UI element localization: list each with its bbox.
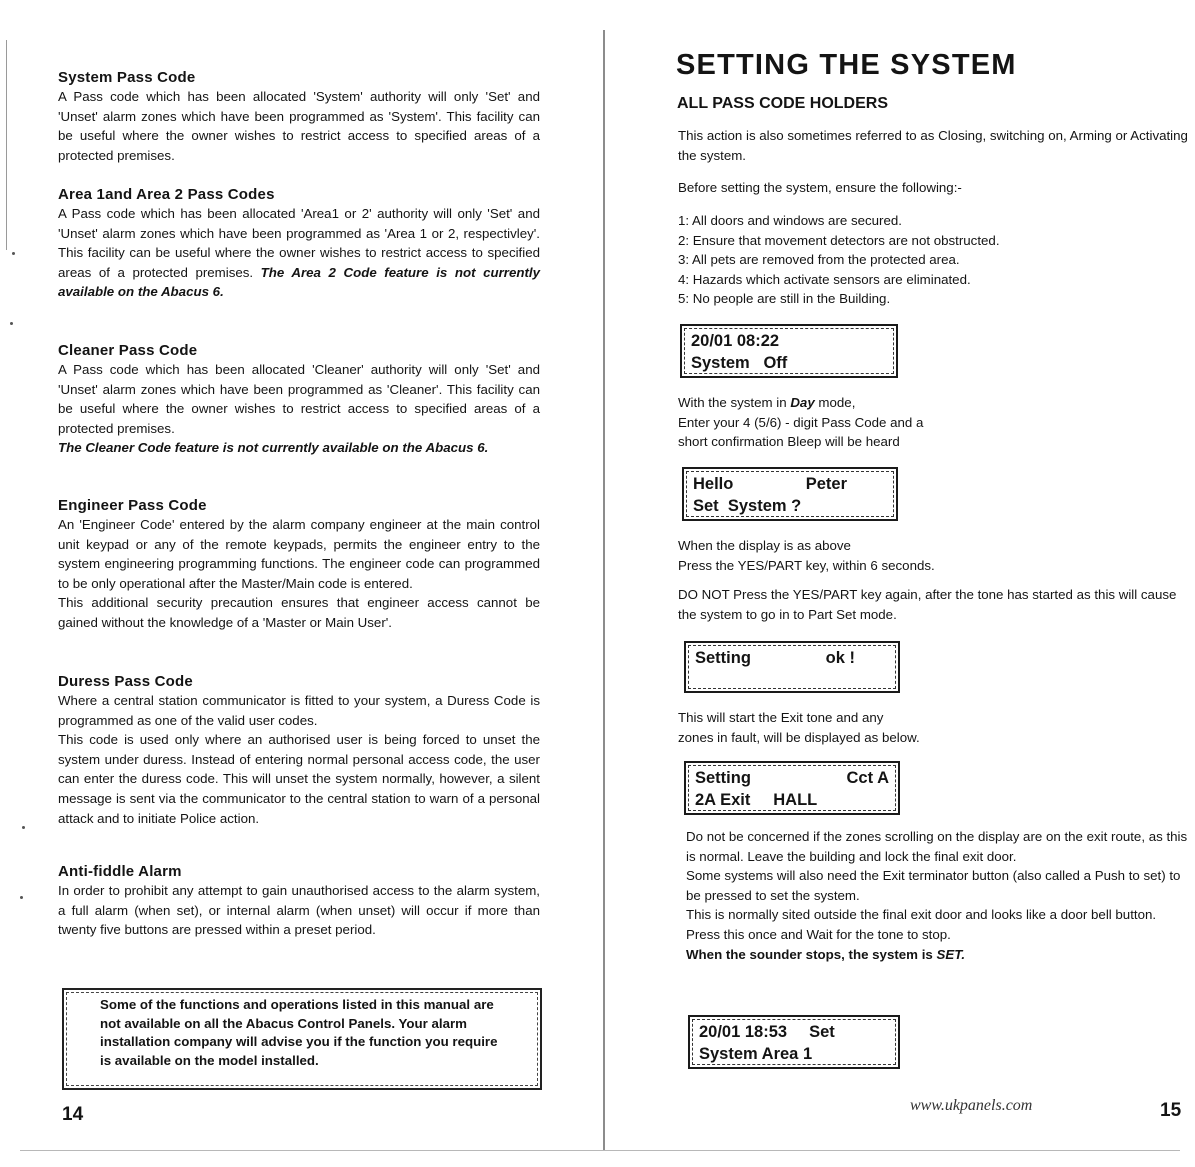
- section-body: A Pass code which has been allocated 'System' authority will only 'Set' and 'Unset' alarm zones which have been programmed as 'System'. This facility can be useful where the owner wishes to restrict access to specified areas of a protected premises.: [58, 89, 540, 163]
- section-heading: Area 1and Area 2 Pass Codes: [58, 186, 275, 203]
- lcd-line: [695, 767, 889, 789]
- exit-tone-line: zones in fault, will be displayed as below.: [678, 729, 920, 745]
- lcd-text: Setting: [695, 649, 751, 667]
- checklist-item: 1: All doors and windows are secured.: [678, 213, 902, 228]
- lcd-line: Set System ?: [693, 497, 802, 515]
- press-text: Press this once and Wait for the tone to stop.: [686, 926, 951, 942]
- lcd-text: Setting: [695, 769, 751, 787]
- lcd-display-setting-ok: [684, 641, 900, 693]
- day-mode-line: Enter your 4 (5/6) - digit Pass Code and a: [678, 414, 924, 430]
- section-body: An 'Engineer Code' entered by the alarm company engineer at the main control unit keypad or any of the remote keypads, permits the engineer entry to the system engineering programming functions. The engineer code can programmed to be only operational after the Master/Main code is entered.: [58, 517, 540, 591]
- lcd-line: [695, 647, 889, 669]
- display-line: When the display is as above: [678, 538, 851, 553]
- lcd-display-off: [680, 324, 898, 378]
- page-number: 15: [1160, 1100, 1182, 1121]
- lcd-line: System Off: [691, 354, 788, 372]
- cleaner-pass-code-section: [58, 342, 540, 458]
- page-subtitle: ALL PASS CODE HOLDERS: [677, 95, 888, 112]
- lcd-line: 20/01 08:22: [691, 332, 780, 350]
- lcd-text: Set: [809, 1023, 835, 1041]
- set-keyword: SET.: [936, 946, 966, 962]
- area-pass-codes-section: [58, 186, 540, 302]
- day-mode-line: short confirmation Bleep will be heard: [678, 434, 900, 450]
- checklist-item: 3: All pets are removed from the protected area.: [678, 252, 960, 268]
- section-heading: Duress Pass Code: [58, 673, 193, 690]
- exit-tone-paragraph: [678, 708, 1190, 747]
- engineer-pass-code-section: [58, 497, 540, 633]
- before-paragraph: [678, 178, 1190, 198]
- exit-instructions: [686, 827, 1191, 964]
- text-run: With the system in: [678, 395, 791, 410]
- intro-text: This action is also sometimes referred to as Closing, switching on, Arming or Activating the system.: [678, 128, 1188, 163]
- availability-note: The Cleaner Code feature is not currently available on the Abacus 6.: [58, 440, 489, 456]
- lcd-display-exit-zone: [684, 761, 900, 815]
- checklist-item: 2: Ensure that movement detectors are not obstructed.: [678, 232, 1000, 248]
- lcd-text: Peter: [805, 475, 847, 493]
- section-body: Where a central station communicator is fitted to your system, a Duress Code is programmed as one of the valid user codes.: [58, 693, 540, 728]
- checklist-item: 5: No people are still in the Building.: [678, 291, 891, 307]
- display-paragraph: [678, 536, 1190, 575]
- before-text: Before setting the system, ensure the following:-: [678, 180, 962, 195]
- section-heading: Anti-fiddle Alarm: [58, 863, 182, 880]
- lcd-text: 20/01 18:53: [699, 1023, 788, 1041]
- sited-text: This is normally sited outside the final exit door and looks like a door bell button.: [686, 907, 1157, 923]
- display-line: Press the YES/PART key, within 6 seconds.: [678, 557, 935, 573]
- section-body-2: This additional security precaution ensures that engineer access cannot be gained without the knowledge of a 'Master or Main User'.: [58, 595, 540, 630]
- section-heading: Engineer Pass Code: [58, 497, 207, 514]
- warning-paragraph: [678, 585, 1190, 624]
- section-body-text: A Pass code which has been allocated 'Area1 or 2' authority will only 'Set' and 'Unset' alarm zones which have been programmed as 'Area 1 or 2, respectivley'. This facility can be useful where the owner wishes to restrict access to specified areas of a protected premises.: [58, 206, 540, 280]
- lcd-line: [699, 1021, 889, 1043]
- availability-note: The Area 2 Code feature is not currently available on the Abacus 6.: [58, 264, 540, 300]
- lcd-line: 2A Exit HALL: [695, 791, 818, 809]
- lcd-display-hello: [682, 467, 898, 521]
- terminator-text: Some systems will also need the Exit terminator button (also called a Push to set) to be pressed to set the system.: [686, 868, 1181, 903]
- checklist: [678, 211, 1190, 309]
- availability-notice-box: [62, 988, 542, 1090]
- section-body: [58, 204, 540, 302]
- section-body-2: This code is used only where an authorised user is being forced to unset the system under duress. Instead of entering normal personal access code, the user can enter the duress code. This will unset the system normally, however, a silent message is sent via the communicator to the central station to warn of a personal attack and to initiate Police action.: [58, 732, 540, 826]
- website-url: www.ukpanels.com: [910, 1097, 1033, 1114]
- day-mode-paragraph: [678, 393, 1190, 452]
- exit-tone-line: This will start the Exit tone and any: [678, 710, 884, 725]
- lcd-line: [693, 473, 887, 495]
- text-run: When the sounder stops, the system is: [686, 946, 937, 962]
- warning-text: DO NOT Press the YES/PART key again, after the tone has started as this will cause the system to go in to Part Set mode.: [678, 587, 1177, 622]
- intro-paragraph: [678, 126, 1190, 165]
- text-run: mode,: [814, 395, 856, 410]
- lcd-text: Cct A: [846, 769, 889, 787]
- anti-fiddle-section: [58, 863, 540, 940]
- checklist-item: 4: Hazards which activate sensors are eliminated.: [678, 271, 971, 287]
- section-body: In order to prohibit any attempt to gain unauthorised access to the alarm system, a full alarm (when set), or internal alarm (when unset) will occur if more than twenty five buttons are pressed within a preset period.: [58, 883, 540, 938]
- lcd-line: System Area 1: [699, 1045, 813, 1063]
- final-set-text: [686, 945, 1191, 965]
- section-body: A Pass code which has been allocated 'Cleaner' authority will only 'Set' and 'Unset' alarm zones which have been programmed as 'Cleaner'. This facility can be useful where the owner wishes to restrict access to specified areas of a protected premises.: [58, 362, 540, 436]
- day-mode-keyword: Day: [790, 395, 815, 410]
- system-pass-code-section: [58, 69, 540, 165]
- day-mode-line: [678, 393, 1190, 413]
- section-heading: Cleaner Pass Code: [58, 342, 198, 359]
- lcd-text: Hello: [693, 475, 734, 493]
- duress-pass-code-section: [58, 673, 540, 828]
- lcd-text: ok !: [825, 649, 855, 667]
- exit-route-text: Do not be concerned if the zones scrolling on the display are on the exit route, as this is normal. Leave the building and lock the final exit door.: [686, 829, 1188, 864]
- page-number: 14: [62, 1104, 84, 1125]
- section-heading: System Pass Code: [58, 69, 196, 86]
- notice-text: Some of the functions and operations listed in this manual are not available on all the Abacus Control Panels. Your alarm installation company will advise you if the function you require is available on the model installed.: [100, 997, 498, 1068]
- page-title: SETTING THE SYSTEM: [676, 49, 1017, 81]
- lcd-display-set: [688, 1015, 900, 1069]
